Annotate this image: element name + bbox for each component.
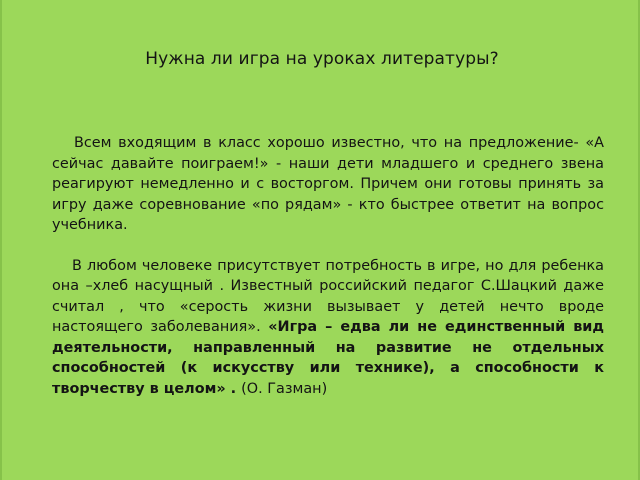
paragraph-2 xyxy=(52,256,604,400)
slide-title: Нужна ли игра на уроках литературы? xyxy=(145,49,499,69)
paragraph-2-attribution: (О. Газман) xyxy=(241,380,328,397)
paragraph-1: Всем входящим в класс хорошо известно, что на предложение- «А сейчас давайте поиграем!» - наши дети младшего и среднего звена реагируют немедленно и с восторгом. Причем они готовы принять за игру даже соревнование «по рядам» - кто быстрее ответит на вопрос учебника. xyxy=(52,135,604,233)
paragraph-2-bold-quote: «Игра – едва ли не единственный вид деятельности, направленный на развитие не отдельных способностей (к искусству или технике), а способности к творчеству в целом» . xyxy=(52,319,605,397)
slide-body xyxy=(52,133,604,399)
paragraph-2-regular-text: В любом человеке присутствует потребность в игре, но для ребенка она –хлеб насущный . Известный российский педагог С.Шацкий даже считал , что «серость жизни вызывает у детей нечто вроде настоящего заболевания». xyxy=(52,257,604,335)
